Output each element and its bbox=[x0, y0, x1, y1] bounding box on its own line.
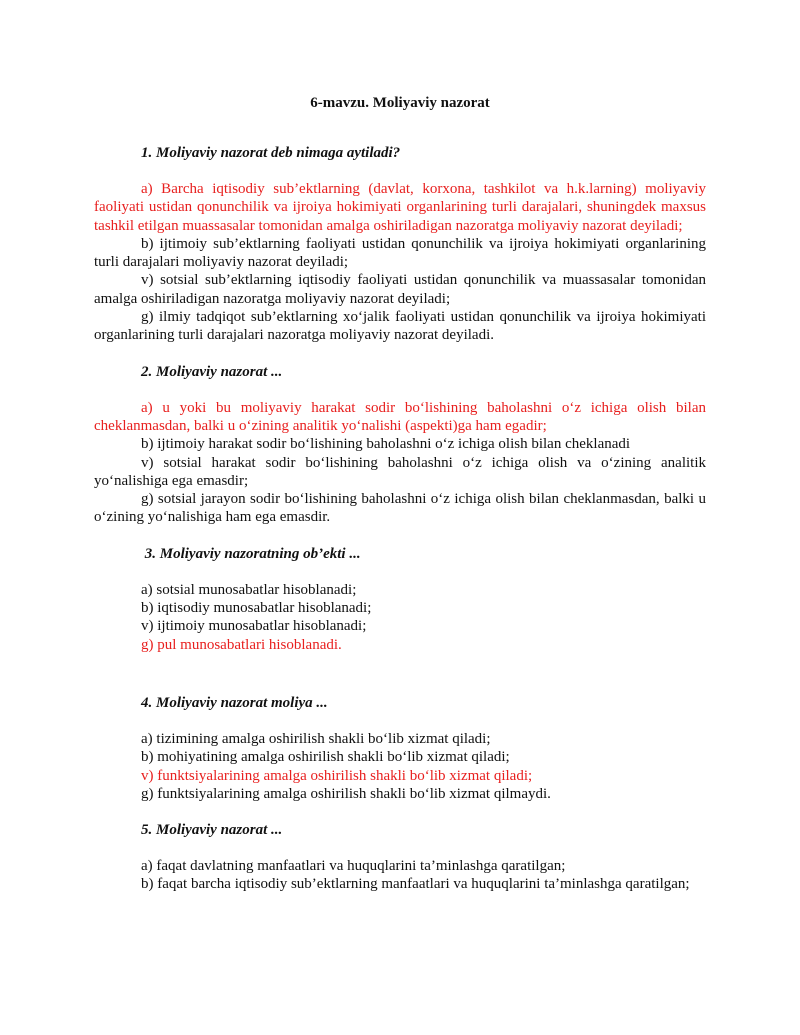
question-title: 4. Moliyaviy nazorat moliya ... bbox=[141, 694, 328, 711]
question-title: 1. Moliyaviy nazorat deb nimaga aytiladi? bbox=[141, 145, 401, 161]
answer-option: g) ilmiy tadqiqot sub’ektlarning xo‘jalik faoliyati ustidan qonunchilik va ijroiya hokimiyati organlarining turli darajalari nazoratga moliyaviy nazorat deyiladi. bbox=[94, 309, 706, 344]
answer-option: b) ijtimoiy sub’ektlarning faoliyati ustidan qonunchilik va ijroiya hokimiyati organlarining turli darajalari moliyaviy nazorat deyiladi; bbox=[94, 235, 706, 271]
answer-list bbox=[94, 730, 706, 803]
answer-list bbox=[94, 399, 706, 527]
spacer bbox=[94, 672, 706, 694]
spacer bbox=[94, 803, 706, 821]
spacer bbox=[94, 654, 706, 672]
answer-option: a) faqat davlatning manfaatlari va huquqlarini ta’minlashga qaratilgan; bbox=[141, 858, 566, 875]
document-title: 6-mavzu. Moliyaviy nazorat bbox=[310, 95, 490, 111]
spacer bbox=[94, 712, 706, 730]
answer-option: b) faqat barcha iqtisodiy sub’ektlarning manfaatlari va huquqlarini ta’minlashga qaratilgan; bbox=[141, 876, 690, 893]
answer-option: a) sotsial munosabatlar hisoblanadi; bbox=[141, 581, 357, 598]
answer-option: b) mohiyatining amalga oshirilish shakli bo‘lib xizmat qiladi; bbox=[141, 749, 510, 766]
spacer bbox=[94, 563, 706, 581]
spacer bbox=[94, 839, 706, 857]
answer-option-correct: v) funktsiyalarining amalga oshirilish shakli bo‘lib xizmat qiladi; bbox=[141, 767, 533, 784]
question-title: 2. Moliyaviy nazorat ... bbox=[141, 363, 283, 380]
answer-option-correct: a) Barcha iqtisodiy sub’ektlarning (davlat, korxona, tashkilot va h.k.larning) moliyaviy faoliyati ustidan qonunchilik va ijroiya hokimiyati organlarining turli darajalari, shuningdek maxsus tashkil etilgan muassasalar tomonidan amalga oshiriladigan nazoratga moliyaviy nazorat deyiladi; bbox=[94, 181, 706, 234]
answer-option: v) ijtimoiy munosabatlar hisoblanadi; bbox=[141, 618, 367, 635]
answer-option: a) tizimining amalga oshirilish shakli bo‘lib xizmat qiladi; bbox=[141, 730, 491, 747]
answer-option: g) funktsiyalarining amalga oshirilish shakli bo‘lib xizmat qilmaydi. bbox=[141, 785, 551, 802]
question-title: 5. Moliyaviy nazorat ... bbox=[141, 822, 283, 839]
question-title: 3. Moliyaviy nazoratning ob’ekti ... bbox=[141, 545, 361, 562]
answer-list bbox=[94, 581, 706, 654]
answer-option-correct: a) u yoki bu moliyaviy harakat sodir bo‘lishining baholashni o‘z ichiga olish bilan cheklanmasdan, balki u o‘zining analitik yo‘nalishi (aspekti)ga ham egadir; bbox=[94, 399, 706, 434]
answer-option: g) sotsial jarayon sodir bo‘lishining baholashni o‘z ichiga olish bilan cheklanmasdan, balki u o‘zining yo‘nalishiga ham ega emasdir. bbox=[94, 491, 706, 526]
spacer bbox=[94, 126, 706, 144]
spacer bbox=[94, 162, 706, 180]
answer-option: v) sotsial harakat sodir bo‘lishining baholashni o‘z ichiga olish va o‘zining analitik yo‘nalishiga ega emasdir; bbox=[94, 454, 706, 489]
spacer bbox=[94, 345, 706, 363]
answer-option: b) iqtisodiy munosabatlar hisoblanadi; bbox=[141, 600, 372, 617]
spacer bbox=[94, 381, 706, 399]
document-page bbox=[94, 94, 706, 894]
answer-option: b) ijtimoiy harakat sodir bo‘lishining baholashni o‘z ichiga olish bilan cheklanadi bbox=[141, 436, 631, 453]
answer-list bbox=[94, 180, 706, 345]
spacer bbox=[94, 527, 706, 545]
answer-option: v) sotsial sub’ektlarning iqtisodiy faoliyati ustidan qonunchilik va muassasalar tomonidan amalga oshiriladigan nazoratga moliyaviy nazorat deyiladi; bbox=[94, 272, 706, 307]
answer-option-correct: g) pul munosabatlari hisoblanadi. bbox=[141, 636, 342, 653]
answer-list bbox=[94, 857, 706, 894]
